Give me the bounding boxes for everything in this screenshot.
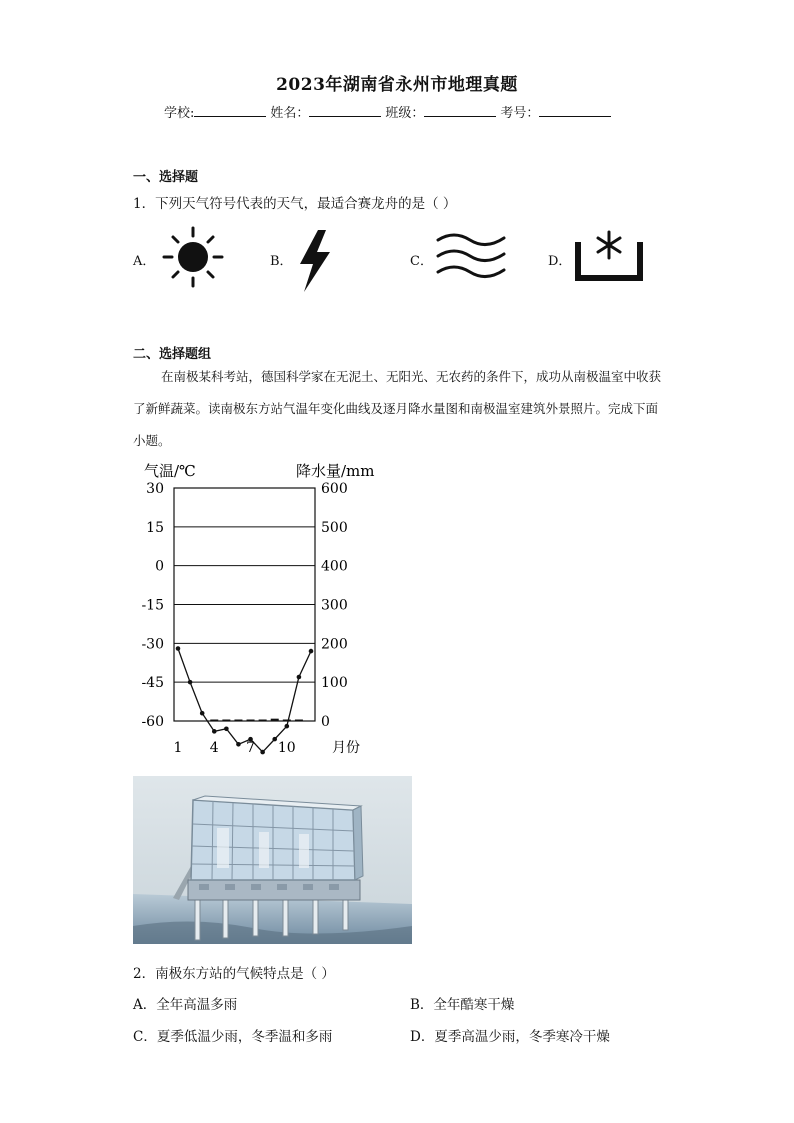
temp-point [212,729,217,734]
class-blank[interactable] [424,102,496,117]
name-label: 姓名： [270,106,310,121]
name-blank[interactable] [309,102,381,117]
y2-tick-label: 0 [321,714,330,730]
passage-text: 在南极某科考站，德国科学家在无泥土、无阳光、无农药的条件下，成功从南极温室中收获了新鲜蔬菜。读南极东方站气温年变化曲线及逐月降水量图和南极温室建筑外景照片。完成下面小题。 [133,369,662,448]
y2-tick-label: 600 [321,481,348,497]
precip-bar [259,720,267,722]
question-2-stem: 2．南极东方站的气候特点是（ ） [133,966,335,982]
x-tick-label: 10 [277,740,296,756]
temp-point [285,724,290,729]
precip-bar [210,720,218,722]
student-info-row [164,102,615,121]
precip-bar [295,720,303,722]
school-label: 学校: [164,106,195,121]
precip-bar [271,719,279,721]
snow-depth-icon [574,228,644,282]
y2-axis-label: 降水量/mm [296,462,375,480]
x-tick-label: 1 [173,740,183,756]
page-title: 2023年湖南省永州市地理真题 [276,75,518,95]
question-1-stem: 1．下列天气符号代表的天气，最适合赛龙舟的是（ ） [133,196,457,212]
exam-number-blank[interactable] [539,102,611,117]
y-tick-label: 0 [155,558,164,575]
x-tick-labels [174,740,296,756]
y2-tick-label: 100 [321,675,348,692]
y-tick-labels [141,481,164,730]
option-d-label: D． [548,254,572,269]
option-a-label: A． [133,254,156,269]
antarctic-greenhouse-photo [133,776,412,944]
climate-chart [130,458,390,758]
section-heading-1: 一、选择题 [133,170,199,185]
temp-line-path [178,649,311,753]
precip-bar [222,720,230,722]
precip-bar [247,720,255,722]
thunderstorm-icon [296,228,336,294]
precip-bar [283,720,291,722]
y2-tick-label: 200 [321,636,348,653]
fog-icon [432,228,510,284]
temp-point [309,649,314,654]
choice-a[interactable]: A．全年高温多雨 [133,997,238,1013]
section-heading-2: 二、选择题组 [133,347,212,362]
temp-point [176,646,181,651]
y-axis-label: 气温/℃ [144,462,196,480]
choice-c[interactable]: C．夏季低温少雨，冬季温和多雨 [133,1029,333,1045]
x-axis-label: 月份 [332,740,360,756]
temp-point [200,711,205,716]
y-tick-label: 30 [146,481,164,497]
y-tick-label: -30 [141,636,164,653]
y-tick-label: -15 [141,597,164,614]
class-label: 班级： [385,106,425,121]
precip-bar [234,720,242,722]
y2-tick-labels [321,481,348,730]
y2-tick-label: 500 [321,519,348,536]
temp-point [224,726,229,731]
chart-grid [174,488,315,721]
temp-point [297,675,302,680]
temp-point [188,680,193,685]
temp-point [236,742,241,747]
y-tick-label: -60 [141,714,164,730]
y2-tick-label: 300 [321,597,348,614]
temp-point [260,750,265,755]
temp-line [173,646,314,756]
exam-number-label: 考号： [500,106,540,121]
option-c-label: C． [410,254,433,269]
y2-tick-label: 400 [321,558,348,575]
y-tick-label: 15 [146,519,164,536]
choice-d[interactable]: D．夏季高温少雨，冬季寒冷干燥 [410,1029,610,1045]
x-tick-label: 4 [209,740,219,756]
temp-point [272,737,277,742]
school-blank[interactable] [194,102,266,117]
y-tick-label: -45 [141,675,164,692]
option-b-label: B． [270,254,293,269]
reading-passage [133,361,663,457]
x-tick-label: 7 [246,740,256,756]
choice-b[interactable]: B．全年酷寒干燥 [410,997,515,1013]
sunny-icon [160,226,228,290]
